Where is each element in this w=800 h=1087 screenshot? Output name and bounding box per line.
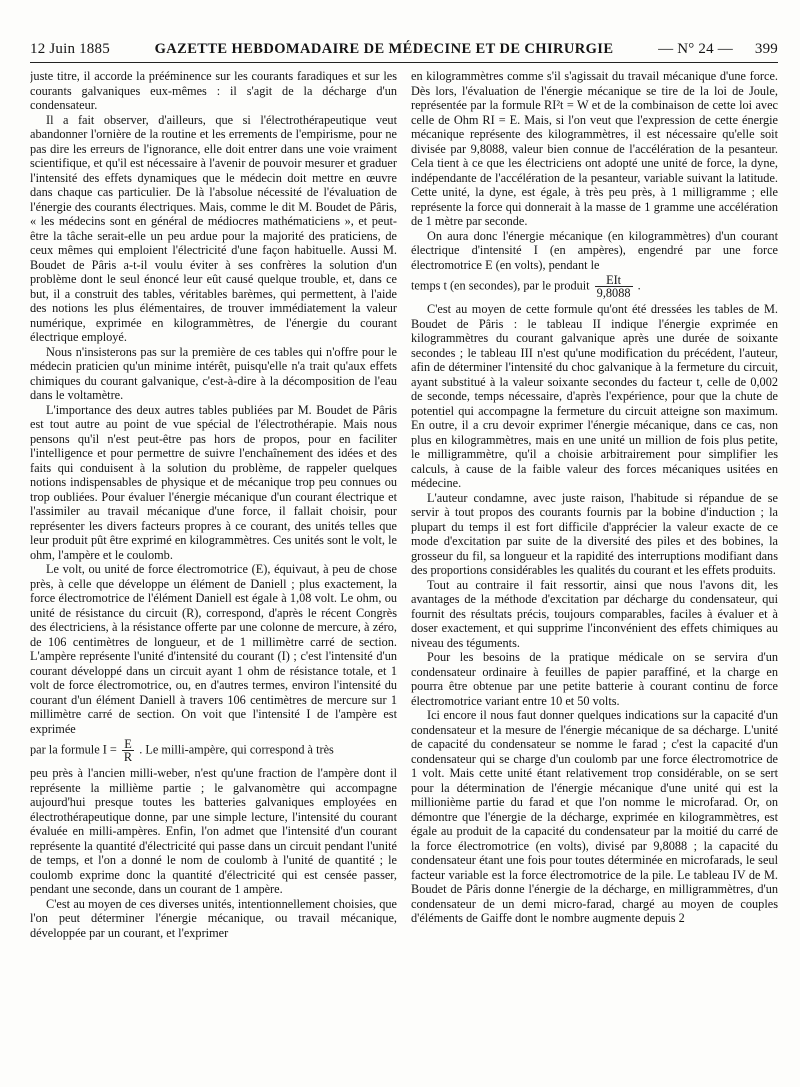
header-issue-page <box>628 41 778 58</box>
paragraph: Tout au contraire il fait ressortir, ainsi que nous l'avons dit, les avantages de la méthode d'excitation par décharge du condensateur, qui fournit des résultats précis, toujours comparables, faciles à évaluer et à doser exactement, et qui supprime l'inconvénient des effets chimiques au niveau des téguments. <box>411 577 778 650</box>
fraction <box>122 738 134 763</box>
paragraph: L'auteur condamne, avec juste raison, l'habitude si répandue de se servir à tout propos des courants fournis par la bobine d'induction ; la plupart du temps il est fort difficile d'apprécier la valeur exacte de ce mode d'excitation par suite de la diversité des piles et des bobines, la grosseur du fil, sa longueur et la rapidité des interruptions modifiant dans des proportions considérables les qualités du courant et les effets produits. <box>411 490 778 577</box>
paragraph: Il a fait observer, d'ailleurs, que si l'électrothérapeutique veut abandonner l'ornière de la routine et les errements de l'empirisme, pour ne pas dire les erreurs de l'ignorance, elle doit entrer dans une voie vraiment scientifique, et qu'il est nécessaire à l'avenir de pouvoir mesurer et graduer l'intensité des effets dynamiques que le médecin doit mettre en œuvre dans chaque cas particulier. De là l'absolue nécessité de l'évaluation de l'énergie des courants électriques. Mais, comme le dit M. Boudet de Pâris, « les médecins sont en général de médiocres mathématiciens », et peut-être la tâche serait-elle un peu ardue pour la majorité des praticiens, de ceux mêmes qui emploient l'électricité d'une façon habituelle. Aussi M. Boudet de Pâris a-t-il voulu éviter à ses confrères la solution d'un problème dont le seul énoncé leur eût causé quelque trouble, et, dans ce but, il a construit des tables, véritables barèmes, qui permettent, à l'aide des notions les plus élémentaires, de trouver immédiatement la valeur numérique, exprimée en kilogrammètres, de l'énergie du courant électrique employé. <box>30 112 397 344</box>
paragraph: C'est au moyen de ces diverses unités, intentionnellement choisies, que l'on peut déterminer l'énergie mécanique, ou travail mécanique, développée par un courant, et l'exprimer <box>30 896 397 940</box>
right-column <box>411 69 778 1077</box>
fraction <box>595 274 633 299</box>
formula-text: . Le milli-ampère, qui correspond à très <box>139 742 334 757</box>
issue-number: — N° 24 — <box>658 40 733 57</box>
paragraph: C'est au moyen de cette formule qu'ont été dressées les tables de M. Boudet de Pâris : le tableau II indique l'énergie exprimée en kilogrammètres du courant galvanique après une durée de soixante secondes ; le tableau III n'est qu'une modification du précédent, l'auteur, afin de déterminer l'intensité du choc galvanique à la fermeture du circuit, ayant substitué à la valeur soixante secondes du facteur t, celle de 0,002 de seconde, temps nécessaire, d'après l'expérience, pour que la chute de potentiel qui accompagne la fermeture du circuit atteigne son maximum. En outre, il a cru devoir exprimer l'énergie mécanique, dans ce cas, non plus en kilogrammètres, mais en une unité un million de fois plus petite, le milligrammètre, qu'il a choisie arbitrairement pour simplifier les calculs, à cause de la faible valeur des forces mécaniques usitées en médecine. <box>411 302 778 490</box>
fraction-numerator: E <box>122 738 134 751</box>
paragraph: peu près à l'ancien milli-weber, n'est qu'une fraction de l'ampère dont il représente la millième partie ; le galvanomètre qui accompagne aujourd'hui presque toutes les batteries galvaniques employées en électrothérapeutique donne, par une simple lecture, l'intensité du courant évaluée en milli-ampères. Enfin, l'on admet que l'intensité d'un courant représente la quantité d'électricité qui passe dans un circuit pendant l'unité de temps, et l'on a donné le nom de coulomb à l'unité de quantité ; le coulomb exprime donc la quantité d'électricité qui est censée passer, pendant une seconde, dans un courant de 1 ampère. <box>30 766 397 896</box>
fraction-numerator: EIt <box>595 274 633 287</box>
formula-text: par la formule I = <box>30 742 117 757</box>
page-number: 399 <box>754 40 778 57</box>
paragraph: Nous n'insisterons pas sur la première de ces tables qui n'offre pour le médecin praticien qu'un minime intérêt, puisqu'elle n'a trait qu'aux effets chimiques du courant galvanique, c'est-à-dire à la décomposition de l'eau dans le voltamètre. <box>30 344 397 402</box>
formula-ohm <box>30 738 397 763</box>
header-date: 12 Juin 1885 <box>30 40 110 57</box>
paragraph: juste titre, il accorde la prééminence sur les courants faradiques et sur les courants galvaniques eux-mêmes : il s'agit de la décharge d'un condensateur. <box>30 69 397 112</box>
page-header <box>30 38 778 63</box>
formula-text: temps t (en secondes), par le produit <box>411 278 590 293</box>
formula-energy <box>411 274 778 299</box>
formula-text: . <box>637 278 641 293</box>
paragraph: On aura donc l'énergie mécanique (en kilogrammètres) d'un courant électrique d'intensité I (en ampères), engendré par une force électromotrice E (en volts), pendant le <box>411 228 778 272</box>
paragraph: Pour les besoins de la pratique médicale on se servira d'un condensateur ordinaire à feuilles de papier paraffiné, et la charge en pourra être obtenue par une petite batterie à courant continu de force électromotrice variant entre 10 et 50 volts. <box>411 650 778 708</box>
article-body <box>30 69 778 1077</box>
fraction-denominator: 9,8088 <box>596 286 631 300</box>
paragraph: L'importance des deux autres tables publiées par M. Boudet de Pâris est tout autre au point de vue spécial de l'électrothérapie. Mais nous pensons qu'il n'est peut-être pas hors de propos, pour en faciliter l'intelligence et pour permettre de suivre l'enchaînement des idées et des faits qui conduisent à la solution du problème, de rappeler quelques notions indispensables de physique et de mécanique trop peu connues ou trop oubliées. Pour évaluer l'énergie mécanique d'un courant électrique et l'assimiler au travail mécanique d'une force, il fallait choisir, pour représenter les divers facteurs propres à ce courant, des unités telles que leur produit pût être exprimé en kilogrammètres. Ces unités sont le volt, le ohm, l'ampère et le coulomb. <box>30 402 397 562</box>
paragraph: Le volt, ou unité de force électromotrice (E), équivaut, à peu de chose près, à celle que développe un élément de Daniell ; plus exactement, la force électromotrice de l'élément Daniell est égale à 1,08 volt. Le ohm, ou unité de résistance du circuit (R), correspond, d'après le récent Congrès des électriciens, à la résistance offerte par une colonne de mercure, à zéro, de 106 centimètres de longueur, et de 1 millimètre carré de section. L'ampère représente l'unité d'intensité du courant (I) ; c'est l'intensité d'un courant développé dans un circuit ayant 1 ohm de résistance totale, et 1 volt de force électromotrice, ou, en d'autres termes, environ l'intensité du courant d'un élément Daniell à travers 106 centimètres de mercure sur 1 millimètre carré de section. On voit que l'intensité I de l'ampère est exprimée <box>30 562 397 736</box>
paragraph: Ici encore il nous faut donner quelques indications sur la capacité d'un condensateur et la mesure de l'énergie mécanique de sa décharge. L'unité de capacité du condensateur se nomme le farad ; c'est la capacité d'un condensateur qui se charge d'un coulomb par une force électromotrice de 1 volt. Mais cette unité étant relativement trop considérable, on se sert pour la détermination de l'énergie mécanique d'une unité qui est la millionième partie du farad et que l'on nomme le microfarad. Or, on démontre que l'énergie de la décharge, exprimée en kilogrammètres, est égale au produit de la capacité du condensateur par la moitié du carré de la force électromotrice (en volts), divisé par 9,8088 ; la capacité du condensateur étant une fois pour toutes déterminée en microfarads, le seul facteur variable est la force électromotrice de la pile. Le tableau IV de M. Boudet de Pâris donne l'énergie de la décharge, en milligrammètres, d'un condensateur de un demi micro-farad, chargé au moyen de couples d'éléments de Gaiffe dont le nombre augmente depuis 2 <box>411 708 778 925</box>
journal-title: GAZETTE HEBDOMADAIRE DE MÉDECINE ET DE CHIRURGIE <box>154 40 614 57</box>
paragraph: en kilogrammètres comme s'il s'agissait du travail mécanique d'une force. Dès lors, l'évaluation de l'énergie mécanique se tire de la loi de Joule, représentée par la formule RI²t = W et de la combinaison de cette loi avec celle de Ohm RI = E. Mais, si l'on veut que l'expression de cette énergie mécanique représente des kilogrammètres, il est nécessaire qu'elle soit divisée par 9,8088, valeur bien connue de l'accélération de la pesanteur. Cela tient à ce que les électriciens ont adopté une unité de force, la dyne, indépendante de l'accélération de la pesanteur, variable suivant la latitude. Cette unité, la dyne, est égale, à très peu près, à 1 milligramme ; elle représente la force qui donnerait à la masse de 1 gramme une accélération de 1 mètre par seconde. <box>411 69 778 228</box>
fraction-denominator: R <box>123 750 133 764</box>
left-column <box>30 69 397 1077</box>
